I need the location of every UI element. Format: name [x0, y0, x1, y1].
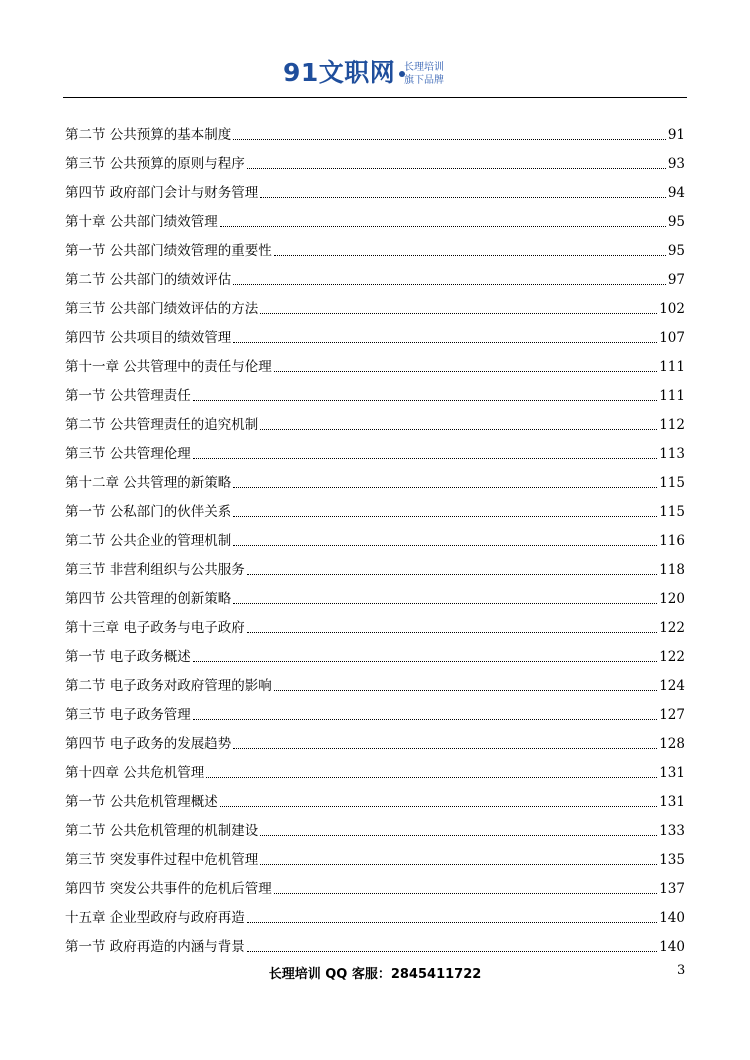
toc-entry-page: 122 — [659, 620, 685, 636]
toc-dot-leader — [274, 893, 657, 894]
toc-entry[interactable] — [65, 927, 685, 956]
toc-dot-leader — [220, 806, 657, 807]
table-of-contents — [65, 115, 685, 956]
page-number: 3 — [677, 963, 686, 978]
toc-dot-leader — [247, 574, 657, 575]
toc-entry-title: 第二节 公共管理责任的追究机制 — [65, 417, 259, 433]
toc-entry-title: 第二节 公共预算的基本制度 — [65, 127, 232, 143]
toc-entry[interactable] — [65, 695, 685, 724]
toc-entry-title: 第三节 电子政务管理 — [65, 707, 191, 723]
toc-entry-title: 第一节 公共管理责任 — [65, 388, 191, 404]
toc-dot-leader — [260, 197, 666, 198]
toc-entry-page: 93 — [667, 156, 685, 172]
toc-entry[interactable] — [65, 289, 685, 318]
toc-entry-title: 第十三章 电子政务与电子政府 — [65, 620, 245, 636]
page-header — [0, 52, 750, 92]
toc-entry-title: 第二节 公共部门的绩效评估 — [65, 272, 232, 288]
toc-entry-page: 112 — [659, 417, 685, 433]
toc-entry[interactable] — [65, 434, 685, 463]
toc-dot-leader — [247, 168, 666, 169]
toc-entry-title: 第二节 电子政务对政府管理的影响 — [65, 678, 272, 694]
toc-dot-leader — [260, 835, 657, 836]
toc-entry-page: 113 — [659, 446, 685, 462]
toc-entry[interactable] — [65, 405, 685, 434]
toc-entry-title: 第四节 公共管理的创新策略 — [65, 591, 232, 607]
toc-entry[interactable] — [65, 463, 685, 492]
toc-entry-page: 107 — [659, 330, 685, 346]
toc-entry-page: 124 — [659, 678, 685, 694]
toc-dot-leader — [193, 400, 657, 401]
toc-entry[interactable] — [65, 173, 685, 202]
toc-entry-page: 128 — [659, 736, 685, 752]
toc-entry[interactable] — [65, 579, 685, 608]
toc-entry-page: 111 — [659, 359, 685, 375]
toc-entry-title: 第三节 突发事件过程中危机管理 — [65, 852, 259, 868]
toc-entry-title: 第十二章 公共管理的新策略 — [65, 475, 232, 491]
toc-entry-title: 第二节 公共企业的管理机制 — [65, 533, 232, 549]
toc-entry-title: 第三节 公共预算的原则与程序 — [65, 156, 245, 172]
brand-logo — [283, 58, 405, 88]
toc-dot-leader — [233, 139, 666, 140]
toc-dot-leader — [274, 371, 657, 372]
toc-entry[interactable] — [65, 115, 685, 144]
footer-contact: 长理培训 QQ 客服：2845411722 — [268, 967, 482, 982]
tagline-line-1: 长理培训 — [404, 62, 444, 73]
toc-entry[interactable] — [65, 840, 685, 869]
toc-entry[interactable] — [65, 869, 685, 898]
toc-entry-title: 第一节 公私部门的伙伴关系 — [65, 504, 232, 520]
toc-dot-leader — [274, 690, 657, 691]
toc-entry[interactable] — [65, 550, 685, 579]
toc-dot-leader — [274, 255, 666, 256]
toc-entry[interactable] — [65, 898, 685, 927]
toc-dot-leader — [233, 545, 657, 546]
toc-entry-page: 133 — [659, 823, 685, 839]
toc-entry-page: 137 — [659, 881, 685, 897]
toc-entry-title: 第一节 电子政务概述 — [65, 649, 191, 665]
toc-entry-title: 第四节 公共项目的绩效管理 — [65, 330, 232, 346]
toc-entry-page: 115 — [659, 475, 685, 491]
toc-entry-page: 94 — [667, 185, 685, 201]
toc-entry[interactable] — [65, 608, 685, 637]
brand-tagline — [404, 61, 444, 87]
toc-entry[interactable] — [65, 753, 685, 782]
toc-entry-title: 十五章 企业型政府与政府再造 — [65, 910, 245, 926]
toc-entry-page: 140 — [659, 910, 685, 926]
toc-entry-title: 第三节 公共部门绩效评估的方法 — [65, 301, 259, 317]
toc-entry-page: 95 — [667, 214, 685, 230]
toc-dot-leader — [233, 748, 657, 749]
toc-entry-page: 127 — [659, 707, 685, 723]
toc-entry-title: 第一节 公共部门绩效管理的重要性 — [65, 243, 272, 259]
toc-dot-leader — [233, 516, 657, 517]
toc-entry-page: 135 — [659, 852, 685, 868]
toc-dot-leader — [193, 458, 657, 459]
toc-entry-page: 102 — [659, 301, 685, 317]
toc-entry-page: 131 — [659, 765, 685, 781]
toc-dot-leader — [233, 603, 657, 604]
toc-entry-page: 95 — [667, 243, 685, 259]
toc-entry-title: 第一节 政府再造的内涵与背景 — [65, 939, 245, 955]
toc-entry-title: 第四节 政府部门会计与财务管理 — [65, 185, 259, 201]
toc-dot-leader — [260, 429, 657, 430]
toc-entry-title: 第一节 公共危机管理概述 — [65, 794, 218, 810]
toc-entry-page: 131 — [659, 794, 685, 810]
toc-dot-leader — [193, 661, 657, 662]
toc-entry[interactable] — [65, 811, 685, 840]
toc-entry[interactable] — [65, 637, 685, 666]
toc-dot-leader — [206, 777, 657, 778]
toc-entry-title: 第三节 公共管理伦理 — [65, 446, 191, 462]
header-divider — [63, 97, 687, 98]
toc-dot-leader — [233, 487, 657, 488]
toc-dot-leader — [233, 342, 657, 343]
toc-entry[interactable] — [65, 724, 685, 753]
toc-entry-title: 第十章 公共部门绩效管理 — [65, 214, 218, 230]
toc-entry[interactable] — [65, 521, 685, 550]
toc-dot-leader — [193, 719, 657, 720]
toc-entry-page: 122 — [659, 649, 685, 665]
toc-entry-title: 第四节 突发公共事件的危机后管理 — [65, 881, 272, 897]
toc-dot-leader — [233, 284, 666, 285]
toc-entry-title: 第十一章 公共管理中的责任与伦理 — [65, 359, 272, 375]
toc-dot-leader — [260, 313, 657, 314]
toc-entry-title: 第十四章 公共危机管理 — [65, 765, 205, 781]
logo-text: 91文职网 — [283, 58, 396, 87]
toc-entry[interactable] — [65, 144, 685, 173]
toc-entry-page: 118 — [659, 562, 685, 578]
toc-dot-leader — [247, 632, 657, 633]
toc-entry-title: 第四节 电子政务的发展趋势 — [65, 736, 232, 752]
toc-entry[interactable] — [65, 782, 685, 811]
toc-entry[interactable] — [65, 318, 685, 347]
toc-entry-page: 115 — [659, 504, 685, 520]
toc-entry-title: 第三节 非营利组织与公共服务 — [65, 562, 245, 578]
toc-entry-page: 140 — [659, 939, 685, 955]
toc-entry[interactable] — [65, 492, 685, 521]
toc-entry-page: 97 — [667, 272, 685, 288]
toc-entry[interactable] — [65, 347, 685, 376]
toc-entry[interactable] — [65, 260, 685, 289]
toc-entry-page: 111 — [659, 388, 685, 404]
toc-dot-leader — [260, 864, 657, 865]
toc-dot-leader — [220, 226, 666, 227]
toc-entry-title: 第二节 公共危机管理的机制建设 — [65, 823, 259, 839]
toc-entry-page: 91 — [667, 127, 685, 143]
toc-dot-leader — [247, 922, 657, 923]
toc-entry-page: 116 — [659, 533, 685, 549]
toc-entry[interactable] — [65, 231, 685, 260]
toc-dot-leader — [247, 951, 657, 952]
tagline-line-2: 旗下品牌 — [404, 75, 444, 86]
toc-entry[interactable] — [65, 376, 685, 405]
toc-entry[interactable] — [65, 202, 685, 231]
toc-entry-page: 120 — [659, 591, 685, 607]
toc-entry[interactable] — [65, 666, 685, 695]
